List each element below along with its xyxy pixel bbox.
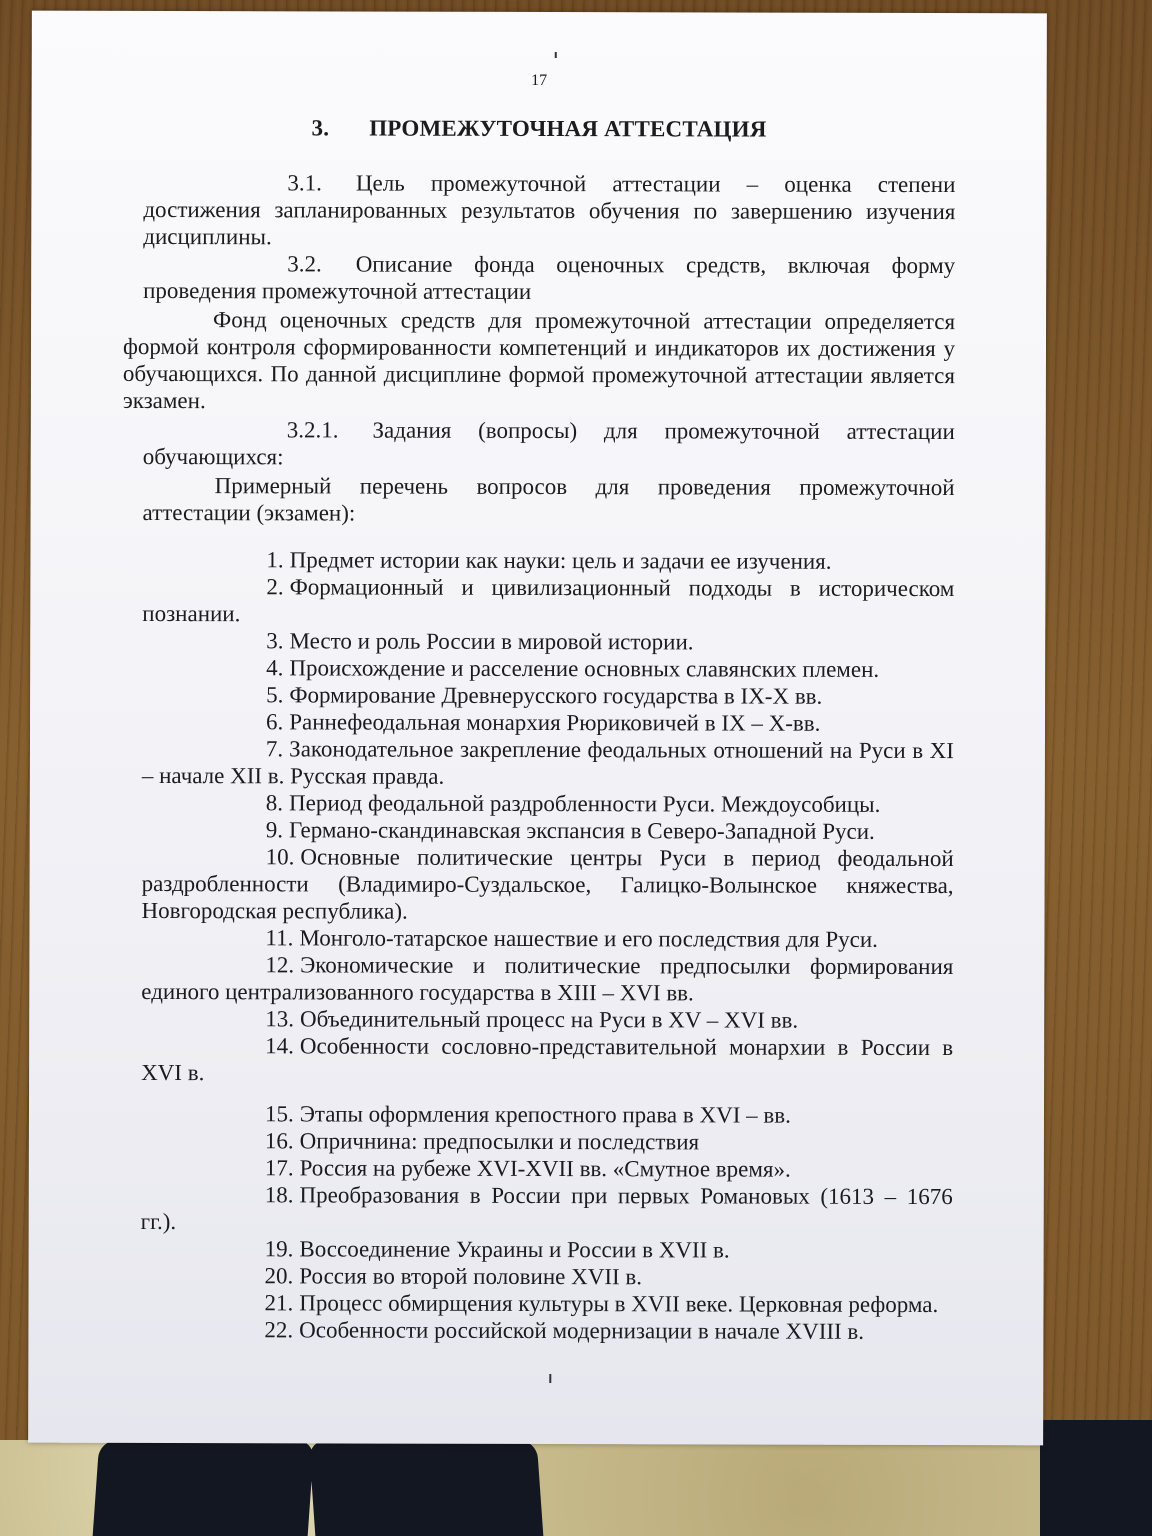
paragraph-3-2-1 [143, 416, 955, 472]
paragraph-number: 3.1. [287, 170, 322, 196]
paragraph-assessment-fund: Фонд оценочных средств для промежуточной аттестации определяется формой контроля сформированности компетенций и индикаторов их достижения у обучающихся. По данной дисциплине формой промежуточной аттестации является экзамен. [122, 307, 956, 414]
question-item [141, 1127, 953, 1156]
question-item [141, 1181, 953, 1237]
question-item [141, 1005, 953, 1034]
question-text: Монголо-татарское нашествие и его последствия для Руси. [299, 925, 878, 952]
question-item [142, 681, 954, 710]
question-number: 1. [266, 547, 284, 573]
question-item [141, 1235, 953, 1264]
question-text: Воссоединение Украины и России в XVII в. [299, 1236, 730, 1263]
question-item [142, 708, 954, 737]
question-number: 11. [265, 925, 294, 951]
paragraph-text: Цель промежуточной аттестации – оценка степени достижения запланированных результатов обучения по завершению изучения дисциплины. [143, 170, 956, 250]
question-text: Этапы оформления крепостного права в XVI – вв. [299, 1101, 791, 1128]
question-text: Россия во второй половине XVII в. [299, 1263, 643, 1290]
section-number: 3. [311, 115, 330, 141]
question-number: 6. [265, 709, 284, 735]
question-item [141, 1032, 953, 1088]
paragraph-3-2 [143, 250, 955, 306]
question-number: 14. [265, 1033, 294, 1059]
question-number: 17. [264, 1155, 294, 1181]
print-speck [555, 52, 557, 58]
question-number: 7. [265, 736, 284, 762]
question-number: 3. [266, 628, 284, 654]
question-text: Раннефеодальная монархия Рюриковичей в IX – X-вв. [289, 709, 821, 736]
paragraph-number: 3.2.1. [286, 417, 339, 443]
question-text: Преобразования в России при первых Романовых (1613 – 1676 гг.). [140, 1182, 953, 1235]
question-text: Законодательное закрепление феодальных отношений на Руси в XI – начале XII в. Русская правда. [141, 736, 954, 789]
question-number: 15. [264, 1101, 294, 1127]
paragraph-text: Описание фонда оценочных средств, включая форму проведения промежуточной аттестации [143, 251, 956, 304]
question-item [142, 546, 954, 575]
paragraph-3-1 [143, 169, 955, 252]
print-speck [549, 1374, 551, 1383]
question-text: Период феодальной раздробленности Руси. Междоусобицы. [289, 790, 881, 817]
question-text: Предмет истории как науки: цель и задачи ее изучения. [289, 547, 832, 574]
question-text: Место и роль России в мировой истории. [289, 628, 694, 655]
question-number: 10. [265, 844, 295, 870]
question-text: Германо-скандинавская экспансия в Северо-Западной Руси. [288, 817, 875, 844]
question-number: 13. [265, 1006, 295, 1032]
question-number: 4. [266, 655, 284, 681]
person-leg-right [309, 1440, 544, 1536]
question-item [141, 1262, 953, 1291]
question-item [141, 924, 953, 953]
question-item [142, 816, 954, 845]
question-text: Происхождение и расселение основных славянских племен. [289, 655, 880, 682]
question-number: 5. [266, 682, 284, 708]
paragraph-question-list-intro: Примерный перечень вопросов для проведения промежуточной аттестации (экзамен): [142, 473, 955, 526]
question-number: 9. [265, 817, 284, 843]
page-number: 17 [531, 71, 548, 90]
paragraph-text: Задания (вопросы) для промежуточной аттестации обучающихся: [142, 417, 955, 470]
section-title: ПРОМЕЖУТОЧНАЯ АТТЕСТАЦИЯ [369, 115, 767, 142]
question-number: 20. [264, 1263, 294, 1289]
person-leg-far [1040, 1420, 1152, 1536]
question-item [142, 789, 954, 818]
question-text: Объединительный процесс на Руси в XV – XVI вв. [299, 1006, 799, 1033]
question-item [142, 735, 954, 791]
question-number: 16. [264, 1128, 294, 1154]
question-number: 22. [264, 1317, 294, 1343]
question-text: Россия на рубеже XVI-XVII вв. «Смутное время». [299, 1155, 791, 1182]
document-body [122, 169, 956, 1345]
question-text: Формирование Древнерусского государства в IX-X вв. [289, 682, 823, 709]
question-number: 2. [266, 574, 284, 600]
printed-page [28, 11, 1047, 1446]
section-heading [32, 115, 1047, 144]
question-text: Процесс обмирщения культуры в XVII веке. Церковная реформа. [299, 1290, 939, 1318]
question-item [140, 1289, 952, 1318]
question-item [141, 1100, 953, 1129]
question-item [141, 843, 953, 926]
question-text: Опричнина: предпосылки и последствия [299, 1128, 700, 1155]
question-number: 8. [265, 790, 284, 816]
question-text: Основные политические центры Руси в период феодальной раздробленности (Владимиро-Суздальское, Галицко-Волынское княжества, Новгородская республика). [141, 844, 954, 924]
question-item [142, 627, 954, 656]
exam-question-list [140, 546, 954, 1345]
paragraph-number: 3.2. [287, 251, 322, 277]
question-number: 18. [264, 1182, 294, 1208]
question-text: Особенности российской модернизации в начале XVIII в. [299, 1317, 865, 1344]
question-item [141, 1154, 953, 1183]
question-item [142, 573, 954, 629]
question-number: 12. [265, 952, 295, 978]
question-item [141, 951, 953, 1007]
question-item [142, 654, 954, 683]
question-number: 21. [264, 1290, 294, 1316]
question-text: Формационный и цивилизационный подходы в историческом познании. [142, 574, 955, 627]
question-text: Экономические и политические предпосылки формирования единого централизованного государства в XIII – XVI вв. [141, 952, 954, 1006]
person-leg-left [93, 1440, 315, 1536]
question-number: 19. [264, 1236, 294, 1262]
question-item [140, 1316, 952, 1345]
question-text: Особенности сословно-представительной монархии в России в XVI в. [141, 1033, 954, 1086]
